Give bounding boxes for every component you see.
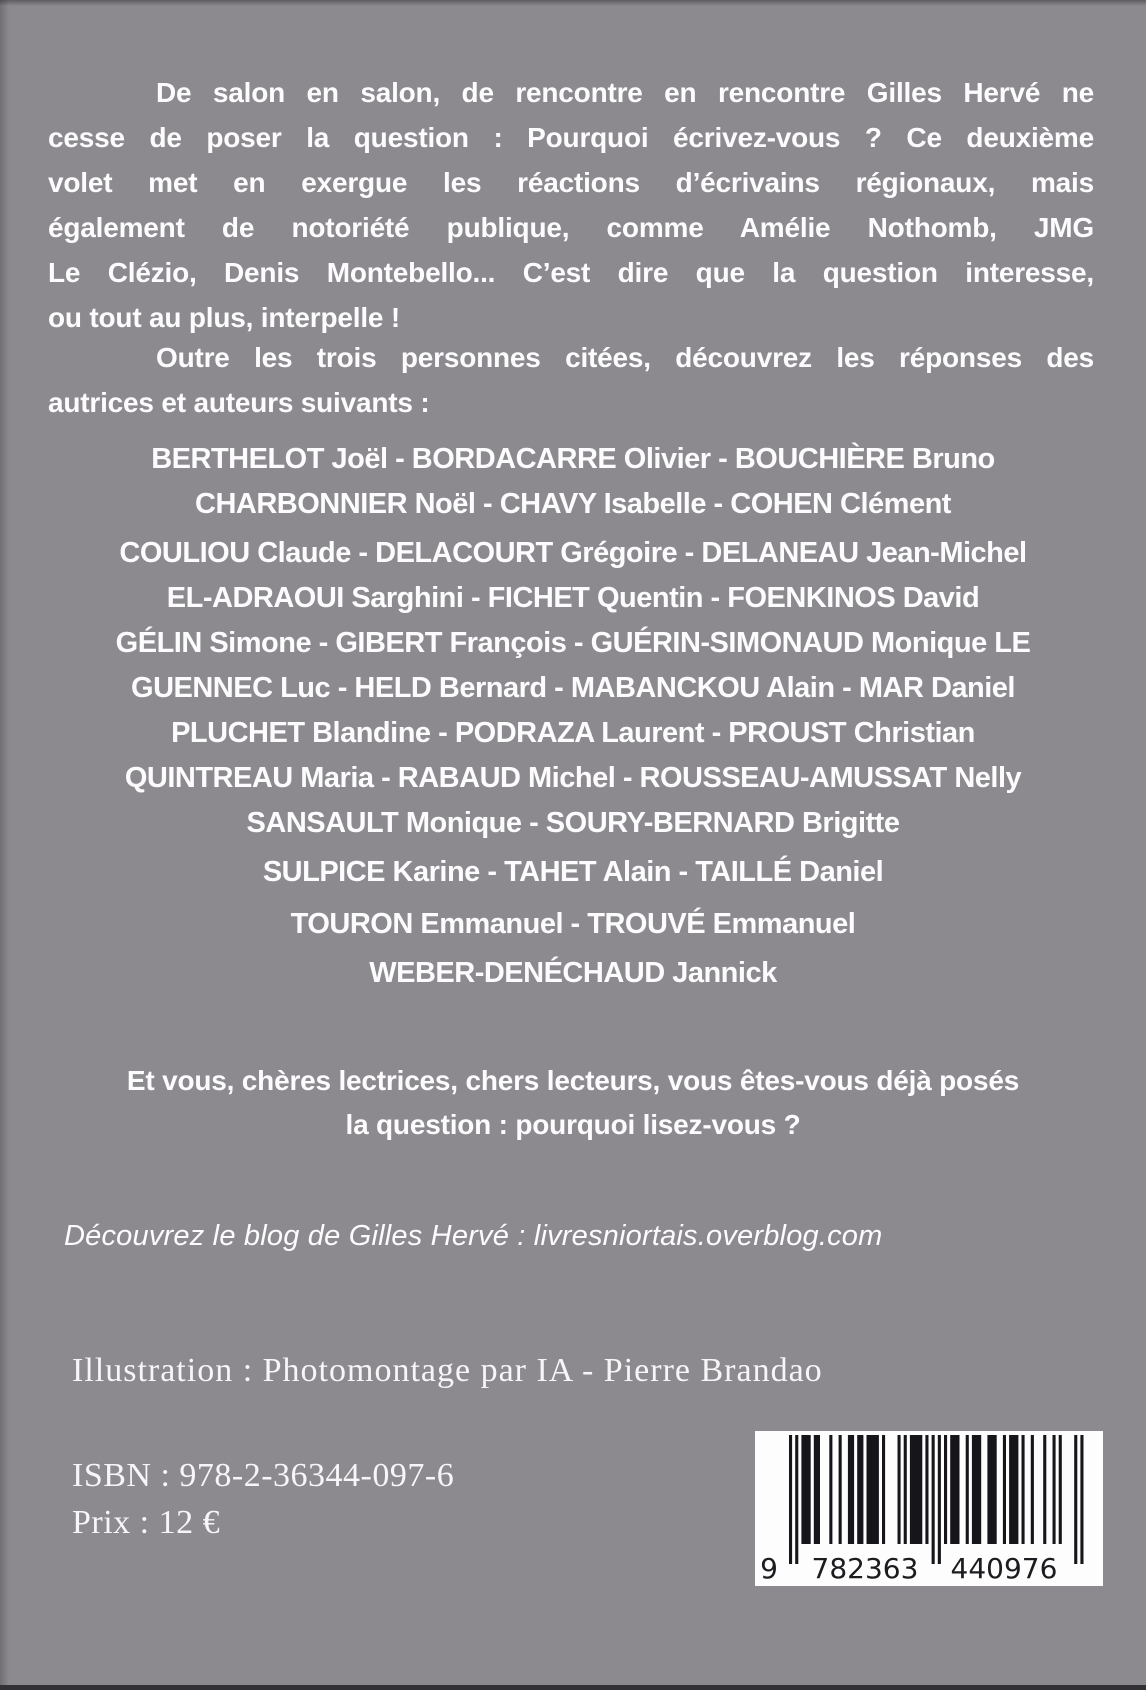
synopsis-line: cesse de poser la question : Pourquoi écrivez-vous ? Ce deuxième	[48, 122, 1094, 153]
blog-url-text: Découvrez le blog de Gilles Hervé : livresniortais.overblog.com	[64, 1220, 883, 1252]
intro-paragraph	[48, 335, 1094, 425]
synopsis-line: ou tout au plus, interpelle !	[48, 302, 400, 333]
synopsis-line: également de notoriété publique, comme Amélie Nothomb, JMG	[48, 212, 1094, 243]
reader-question	[35, 1059, 1111, 1147]
authors-list	[35, 437, 1111, 996]
synopsis-line: Le Clézio, Denis Montebello... C’est dire que la question interesse,	[48, 257, 1094, 288]
cover-left-edge-shadow	[0, 0, 9, 1690]
author-line: TOURON Emmanuel - TROUVÉ Emmanuel	[290, 908, 856, 940]
intro-line: autrices et auteurs suivants :	[48, 387, 430, 418]
author-line: GUENNEC Luc - HELD Bernard - MABANCKOU Alain - MAR Daniel	[131, 672, 1015, 704]
cover-bottom-edge	[0, 1685, 1146, 1690]
synopsis-paragraph	[48, 70, 1094, 340]
author-line: WEBER-DENÉCHAUD Jannick	[369, 957, 777, 989]
reader-question-line: Et vous, chères lectrices, chers lecteurs, vous êtes-vous déjà posés	[126, 1065, 1020, 1096]
author-line: CHARBONNIER Noël - CHAVY Isabelle - COHEN Clément	[195, 488, 951, 520]
barcode	[755, 1431, 1103, 1586]
author-line: BERTHELOT Joël - BORDACARRE Olivier - BOUCHIÈRE Bruno	[151, 443, 995, 475]
author-line: GÉLIN Simone - GIBERT François - GUÉRIN-SIMONAUD Monique LE	[115, 627, 1031, 659]
barcode-bars	[789, 1435, 1084, 1564]
intro-line: Outre les trois personnes citées, découvrez les réponses des	[156, 342, 1094, 373]
cover-top-edge-shadow	[0, 0, 1146, 6]
barcode-digit-group1: 782363	[811, 1552, 919, 1585]
author-line: PLUCHET Blandine - PODRAZA Laurent - PROUST Christian	[171, 717, 975, 749]
synopsis-line: De salon en salon, de rencontre en rencontre Gilles Hervé ne	[156, 77, 1094, 108]
author-line: QUINTREAU Maria - RABAUD Michel - ROUSSEAU-AMUSSAT Nelly	[124, 762, 1022, 794]
author-line: COULIOU Claude - DELACOURT Grégoire - DELANEAU Jean-Michel	[119, 537, 1027, 569]
isbn-text: ISBN : 978-2-36344-097-6	[72, 1457, 455, 1494]
price-text: Prix : 12 €	[72, 1504, 221, 1541]
illustration-credit: Illustration : Photomontage par IA - Pierre Brandao	[72, 1352, 823, 1389]
synopsis-line: volet met en exergue les réactions d’écrivains régionaux, mais	[48, 167, 1094, 198]
author-line: SANSAULT Monique - SOURY-BERNARD Brigitte	[246, 807, 900, 839]
reader-question-line: la question : pourquoi lisez-vous ?	[345, 1109, 801, 1140]
barcode-digit-group2: 440976	[950, 1552, 1058, 1585]
barcode-digit-lead: 9	[760, 1552, 778, 1585]
author-line: SULPICE Karine - TAHET Alain - TAILLÉ Daniel	[262, 856, 884, 888]
barcode-svg	[755, 1431, 1103, 1586]
author-line: EL-ADRAOUI Sarghini - FICHET Quentin - FOENKINOS David	[166, 582, 980, 614]
